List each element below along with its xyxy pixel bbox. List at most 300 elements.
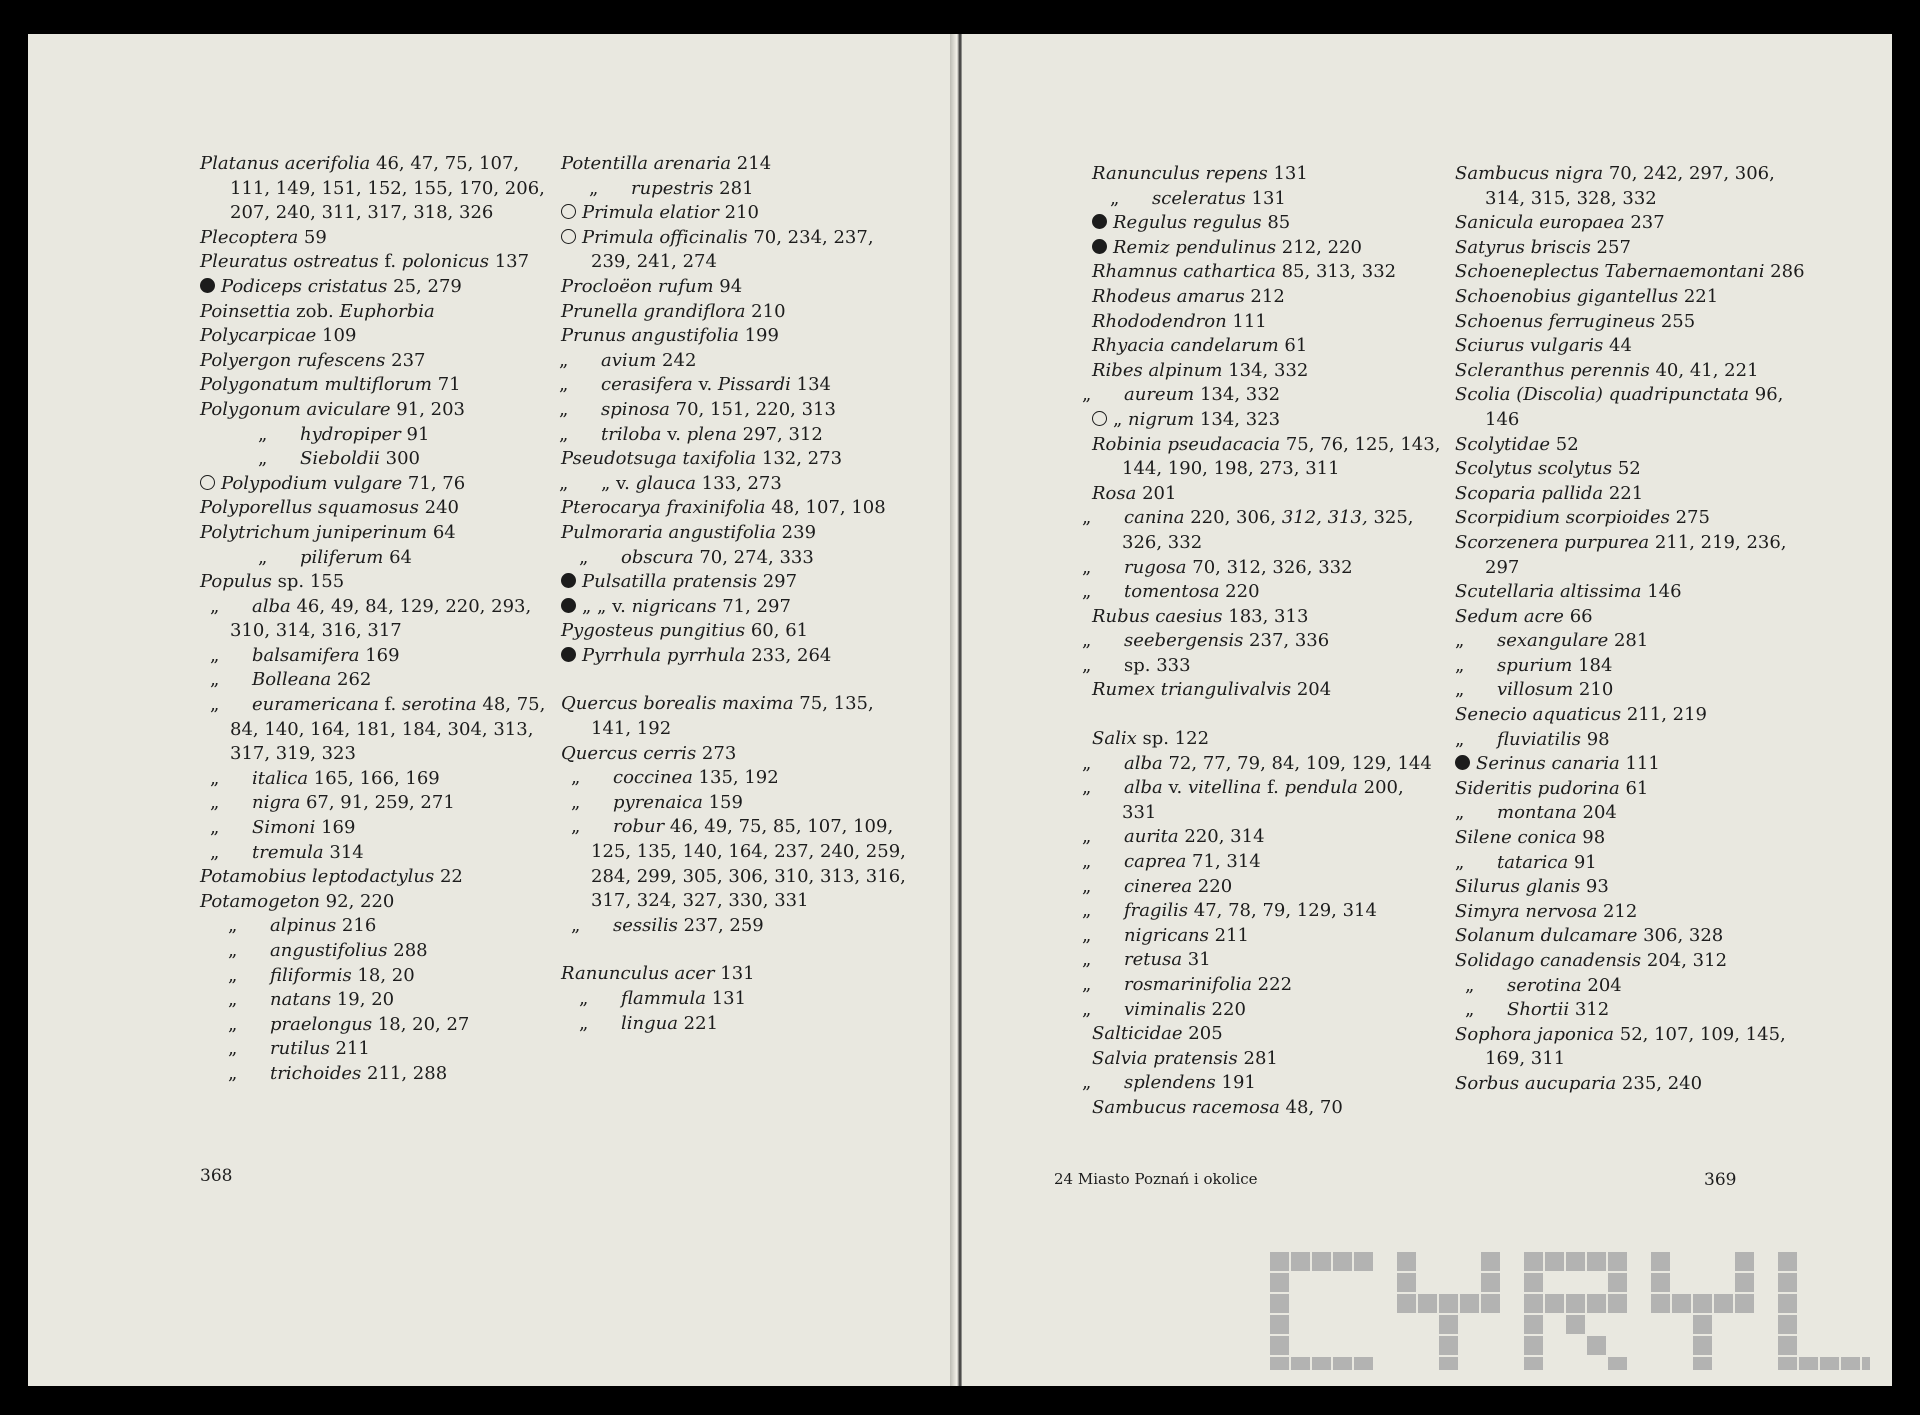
index-entry bbox=[1455, 924, 1805, 949]
taxon-name: Ranunculus repens bbox=[1092, 163, 1268, 184]
page-refs: 19, 20 bbox=[331, 989, 395, 1011]
page-refs: 98 bbox=[1576, 827, 1606, 849]
page-refs: 288 bbox=[387, 940, 428, 961]
page-refs: 131 bbox=[1267, 163, 1308, 184]
taxon-name: caprea bbox=[1124, 851, 1187, 873]
page-refs: 220, 306, bbox=[1184, 507, 1282, 529]
index-entry: „ tatarica 91 bbox=[1455, 851, 1597, 873]
taxon-name: Polycarpicae bbox=[200, 325, 317, 347]
watermark-letter-r bbox=[1524, 1252, 1627, 1370]
taxon-name: balsamifera bbox=[252, 644, 360, 666]
index-entry: „ aurita 220, 314 bbox=[1082, 826, 1265, 848]
page-refs: 325, 326, 332 bbox=[1122, 507, 1414, 553]
page-refs: 91 bbox=[1568, 851, 1597, 873]
taxon-name: Silene conica bbox=[1455, 827, 1577, 849]
filled-circle-icon bbox=[561, 573, 576, 588]
taxon-name: alba bbox=[1124, 777, 1163, 799]
page-refs: 31 bbox=[1182, 949, 1211, 971]
page-refs: 22 bbox=[434, 866, 463, 888]
page-refs: 75, 76, 125, 143, 144, 190, 198, 273, 311 bbox=[1122, 433, 1441, 480]
page-refs: 71, 314 bbox=[1186, 851, 1261, 873]
index-entry: „ fluviatilis 98 bbox=[1455, 728, 1610, 750]
index-entry: „ spurium 184 bbox=[1455, 654, 1613, 676]
index-entry bbox=[200, 521, 550, 546]
taxon-name: fluviatilis bbox=[1497, 728, 1581, 750]
taxon-name: pendula bbox=[1284, 777, 1358, 799]
index-entry bbox=[200, 250, 550, 275]
page-refs: 134 bbox=[790, 374, 831, 396]
taxon-name: Serinus canaria bbox=[1476, 753, 1620, 775]
page-refs: 52, 107, 109, 145, 169, 311 bbox=[1485, 1023, 1786, 1070]
page-refs: 70, 312, 326, 332 bbox=[1186, 556, 1353, 578]
page-refs: 72, 77, 79, 84, 109, 129, 144 bbox=[1162, 752, 1432, 774]
page-refs: 233, 264 bbox=[745, 644, 832, 666]
index-entry bbox=[1455, 383, 1805, 432]
taxon-name: tatarica bbox=[1497, 851, 1569, 873]
page-refs: 210 bbox=[1573, 679, 1614, 701]
page-refs: 314 bbox=[323, 841, 364, 863]
index-entry: „ alba v. vitellina f. pendula 200, 331 bbox=[1082, 777, 1404, 823]
taxon-name: Polyporellus squamosus bbox=[200, 497, 419, 519]
taxon-name: Pyrrhula pyrrhula bbox=[582, 644, 746, 666]
index-entry bbox=[561, 447, 911, 472]
index-entry: „ avium 242 bbox=[559, 349, 697, 371]
page-refs: 255 bbox=[1655, 310, 1696, 332]
index-entry: „ sceleratus 131 bbox=[1110, 187, 1286, 209]
taxon-name: Primula elatior bbox=[582, 202, 719, 224]
page-refs: 131 bbox=[714, 963, 755, 985]
page-refs: 281 bbox=[1608, 630, 1649, 652]
index-column-2 bbox=[561, 152, 911, 1036]
index-entry: „ Simoni 169 bbox=[210, 817, 356, 839]
taxon-name: coccinea bbox=[613, 767, 693, 789]
page-refs: 199 bbox=[738, 325, 779, 347]
taxon-name: Scorzenera purpurea bbox=[1455, 531, 1650, 553]
taxon-name: plena bbox=[686, 423, 737, 445]
index-entry bbox=[200, 226, 550, 251]
index-entry bbox=[1455, 457, 1805, 482]
page-refs: 64 bbox=[427, 521, 456, 543]
page-refs: 212, 220 bbox=[1276, 236, 1362, 258]
watermark-letter-y bbox=[1397, 1252, 1500, 1370]
taxon-name: Regulus regulus bbox=[1113, 212, 1262, 234]
taxon-name: Scleranthus perennis bbox=[1455, 359, 1650, 381]
cyryl-watermark-logo bbox=[1270, 1252, 1870, 1370]
index-entry: „ nigricans 211 bbox=[1082, 924, 1249, 946]
page-refs: 312 bbox=[1569, 999, 1610, 1021]
taxon-name: Platanus acerifolia bbox=[200, 153, 371, 174]
taxon-name: Sophora japonica bbox=[1455, 1023, 1615, 1045]
index-entry: „ splendens 191 bbox=[1082, 1072, 1256, 1094]
page-refs: 91 bbox=[400, 423, 430, 445]
index-entry bbox=[1092, 162, 1442, 187]
page-refs: 184 bbox=[1572, 654, 1613, 676]
taxon-name: Schoenobius gigantellus bbox=[1455, 285, 1679, 307]
index-entry bbox=[1092, 310, 1442, 335]
page-refs: 221 bbox=[1603, 482, 1644, 504]
index-entry bbox=[561, 300, 911, 325]
taxon-name: Rubus caesius bbox=[1092, 605, 1223, 627]
page-refs: 237 bbox=[1624, 212, 1665, 234]
index-entry: „ filiformis 18, 20 bbox=[228, 964, 415, 986]
page-refs: 306, 328 bbox=[1637, 925, 1724, 947]
taxon-name: Procloëon rufum bbox=[561, 275, 714, 297]
taxon-name: Rhyacia candelarum bbox=[1092, 335, 1279, 357]
page-refs: 239 bbox=[775, 521, 817, 543]
index-entry bbox=[1455, 531, 1805, 580]
index-entry bbox=[200, 398, 550, 423]
page-refs: 48, 70 bbox=[1279, 1096, 1343, 1118]
taxon-name: Polytrichum juniperinum bbox=[200, 521, 428, 543]
taxon-name: nigricans bbox=[1124, 924, 1209, 946]
index-entry: „ villosum 210 bbox=[1455, 679, 1614, 701]
index-entry bbox=[200, 496, 550, 521]
taxon-name: sessilis bbox=[613, 914, 678, 936]
page-refs: 91, 203 bbox=[390, 398, 465, 420]
page-refs: 134, 332 bbox=[1222, 359, 1309, 381]
taxon-name: Potamogeton bbox=[200, 890, 320, 912]
page-refs: 70, 242, 297, 306, 314, 315, 328, 332 bbox=[1485, 163, 1775, 209]
taxon-name: Podiceps cristatus bbox=[221, 275, 388, 297]
taxon-name: avium bbox=[601, 349, 657, 371]
taxon-name: villosum bbox=[1497, 679, 1574, 701]
page-refs: 220 bbox=[1192, 875, 1233, 897]
page-refs: 165, 166, 169 bbox=[308, 767, 440, 789]
filled-circle-icon bbox=[1092, 214, 1107, 229]
index-entry: „ cerasifera v. Pissardi 134 bbox=[559, 374, 831, 396]
taxon-name: lingua bbox=[621, 1012, 678, 1034]
page-refs: 221 bbox=[677, 1012, 719, 1034]
page-refs: v. bbox=[616, 472, 636, 494]
taxon-name: cinerea bbox=[1124, 875, 1193, 897]
index-entry bbox=[1092, 1096, 1442, 1121]
page-refs: 137 bbox=[489, 251, 530, 273]
taxon-name: Plecoptera bbox=[200, 226, 299, 248]
page-refs: zob. bbox=[290, 300, 340, 322]
index-entry: „ Shortii 312 bbox=[1465, 999, 1610, 1021]
page-refs: 204 bbox=[1576, 802, 1617, 824]
index-entry bbox=[561, 226, 911, 275]
open-circle-icon bbox=[1092, 411, 1107, 426]
index-entry: „ seebergensis 237, 336 bbox=[1082, 630, 1330, 652]
page-refs: 109 bbox=[316, 325, 357, 347]
index-entry: „ praelongus 18, 20, 27 bbox=[228, 1013, 470, 1035]
index-entry: „ rugosa 70, 312, 326, 332 bbox=[1082, 556, 1353, 578]
index-entry: „ sessilis 237, 259 bbox=[571, 914, 764, 936]
index-entry bbox=[561, 496, 911, 521]
index-entry bbox=[1455, 310, 1805, 335]
page-refs: 70, 274, 333 bbox=[693, 546, 814, 568]
taxon-name: Rhodeus amarus bbox=[1092, 285, 1245, 307]
page-refs: 262 bbox=[331, 669, 372, 691]
index-entry bbox=[1092, 433, 1442, 482]
taxon-name: Rosa bbox=[1092, 482, 1137, 504]
taxon-name: Rhododendron bbox=[1092, 310, 1227, 332]
index-entry bbox=[1455, 236, 1805, 261]
page-refs: 204, 312 bbox=[1641, 950, 1728, 971]
page-refs: 71, 76 bbox=[402, 472, 466, 494]
index-entry bbox=[1455, 949, 1805, 974]
taxon-name: nigra bbox=[252, 792, 301, 814]
index-entry: „ „ v. glauca 133, 273 bbox=[559, 472, 782, 494]
taxon-name: nigricans bbox=[631, 595, 717, 617]
page-refs: 132, 273 bbox=[756, 448, 843, 470]
page-refs: 204 bbox=[1291, 679, 1332, 701]
page-refs: 237, 336 bbox=[1243, 630, 1330, 652]
index-entry: „ pyrenaica 159 bbox=[571, 791, 743, 813]
taxon-name: vitellina bbox=[1187, 777, 1262, 799]
taxon-name: Quercus cerris bbox=[561, 742, 697, 764]
index-entry: „ rupestris 281 bbox=[589, 177, 754, 199]
index-entry: „ piliferum 64 bbox=[258, 546, 413, 568]
page-refs: 191 bbox=[1215, 1072, 1256, 1094]
taxon-name: Salvia pratensis bbox=[1092, 1047, 1238, 1069]
index-entry bbox=[561, 275, 911, 300]
page-refs: 18, 20, 27 bbox=[372, 1013, 470, 1035]
index-entry: „ alba 72, 77, 79, 84, 109, 129, 144 bbox=[1082, 752, 1432, 774]
taxon-name: Pseudotsuga taxifolia bbox=[561, 448, 757, 470]
page-refs: 221 bbox=[1678, 285, 1719, 307]
page-refs: 40, 41, 221 bbox=[1649, 359, 1759, 381]
index-entry bbox=[200, 324, 550, 349]
index-entry bbox=[1455, 285, 1805, 310]
index-entry bbox=[1455, 433, 1805, 458]
index-entry: „ aureum 134, 332 bbox=[1082, 384, 1281, 406]
page-refs: 111 bbox=[1226, 310, 1267, 332]
page-refs: 67, 91, 259, 271 bbox=[300, 792, 455, 814]
page-refs: 60, 61 bbox=[745, 620, 809, 642]
page-refs: 273 bbox=[696, 742, 737, 764]
index-entry: „ caprea 71, 314 bbox=[1082, 851, 1261, 873]
taxon-name: serotina bbox=[402, 694, 477, 716]
taxon-name: Robinia pseudacacia bbox=[1092, 433, 1281, 455]
page-refs: 146 bbox=[1641, 581, 1682, 603]
section-gap bbox=[1092, 703, 1442, 727]
index-entry bbox=[561, 521, 911, 546]
index-entry bbox=[1455, 506, 1805, 531]
index-entry: „ angustifolius 288 bbox=[228, 940, 428, 961]
taxon-name: robur bbox=[613, 816, 665, 838]
page-refs: 281 bbox=[713, 177, 754, 199]
index-entry: „ fragilis 47, 78, 79, 129, 314 bbox=[1082, 900, 1377, 922]
page-refs: 98 bbox=[1581, 728, 1610, 750]
index-entry: „ nigra 67, 91, 259, 271 bbox=[210, 792, 455, 814]
taxon-name: angustifolius bbox=[270, 940, 388, 961]
index-entry: „ Bolleana 262 bbox=[210, 669, 372, 691]
taxon-name: Remiz pendulinus bbox=[1113, 236, 1277, 258]
index-entry bbox=[1455, 875, 1805, 900]
index-entry bbox=[1092, 211, 1442, 236]
index-entry: „ obscura 70, 274, 333 bbox=[579, 546, 814, 568]
page-refs: 183, 313 bbox=[1222, 605, 1309, 627]
signature-note: 24 Miasto Poznań i okolice bbox=[1054, 1170, 1258, 1188]
taxon-name: Quercus borealis maxima bbox=[561, 693, 794, 715]
taxon-name: Polygonum aviculare bbox=[200, 398, 391, 420]
page-refs: 257 bbox=[1590, 236, 1631, 258]
taxon-name: Sanicula europaea bbox=[1455, 212, 1625, 234]
page-refs: 237 bbox=[385, 349, 426, 371]
page-refs: „ „ v. bbox=[582, 595, 632, 617]
taxon-name: Schoeneplectus Tabernaemontani bbox=[1455, 261, 1765, 283]
page-refs: 210 bbox=[718, 202, 759, 224]
index-entry bbox=[1455, 703, 1805, 728]
index-entry bbox=[1455, 260, 1805, 285]
taxon-name: montana bbox=[1497, 802, 1577, 824]
taxon-name: alba bbox=[1124, 752, 1163, 774]
taxon-name: Scolia (Discolia) quadripunctata bbox=[1455, 384, 1750, 406]
page-refs: 71 bbox=[431, 374, 461, 396]
taxon-name: Shortii bbox=[1507, 999, 1570, 1021]
index-column-3 bbox=[1082, 162, 1442, 1121]
taxon-name: Sambucus racemosa bbox=[1092, 1096, 1280, 1118]
taxon-name: italica bbox=[252, 767, 309, 789]
taxon-name: Scolytus scolytus bbox=[1455, 458, 1613, 480]
page-refs: 222 bbox=[1251, 974, 1293, 995]
index-entry: „ serotina 204 bbox=[1465, 974, 1622, 996]
index-entry bbox=[561, 692, 911, 741]
page-refs: 220 bbox=[1205, 998, 1246, 1020]
index-entry bbox=[1455, 359, 1805, 384]
page-refs: 211, 219 bbox=[1621, 704, 1707, 726]
index-column-1 bbox=[200, 152, 550, 1087]
taxon-name: glauca bbox=[635, 472, 696, 494]
taxon-name: rutilus bbox=[270, 1038, 330, 1060]
index-entry bbox=[561, 595, 911, 620]
taxon-name: sexangulare bbox=[1497, 630, 1609, 652]
page-refs: 92, 220 bbox=[319, 890, 395, 912]
page-refs: 214 bbox=[731, 153, 772, 174]
taxon-name: flammula bbox=[621, 988, 706, 1009]
taxon-name: triloba bbox=[601, 423, 662, 445]
taxon-name: Ranunculus acer bbox=[561, 963, 715, 985]
index-entry: „ viminalis 220 bbox=[1082, 998, 1246, 1020]
taxon-name: viminalis bbox=[1124, 998, 1206, 1020]
page-refs: 220, 314 bbox=[1178, 826, 1265, 848]
page-refs: 52 bbox=[1612, 458, 1641, 480]
taxon-name: Polyergon rufescens bbox=[200, 349, 386, 371]
index-entry bbox=[561, 152, 911, 177]
index-entry bbox=[561, 324, 911, 349]
page-refs: sp. 333 bbox=[1124, 654, 1191, 676]
page-refs: 70, 151, 220, 313 bbox=[669, 398, 836, 420]
taxon-name: Sedum acre bbox=[1455, 605, 1564, 627]
index-entry bbox=[1092, 727, 1442, 752]
index-entry bbox=[1455, 162, 1805, 211]
index-entry: „ tremula 314 bbox=[210, 841, 364, 863]
page-refs: 240 bbox=[418, 497, 459, 519]
taxon-name: tomentosa bbox=[1124, 581, 1220, 603]
index-entry bbox=[200, 472, 550, 497]
index-entry: „ flammula 131 bbox=[579, 988, 747, 1009]
index-entry: „ rosmarinifolia 222 bbox=[1082, 974, 1293, 995]
page-refs: 75, 135, 141, 192 bbox=[591, 693, 874, 740]
taxon-name: Pissardi bbox=[717, 374, 791, 396]
taxon-name: Senecio aquaticus bbox=[1455, 704, 1622, 726]
open-circle-icon bbox=[200, 475, 215, 490]
taxon-name: Poinsettia bbox=[200, 300, 291, 322]
index-entry bbox=[200, 890, 550, 915]
index-entry: „ alba 46, 49, 84, 129, 220, 293, 310, 314, 316, 317 bbox=[210, 595, 532, 642]
taxon-name: alpinus bbox=[270, 915, 337, 937]
taxon-name: Scorpidium scorpioides bbox=[1455, 507, 1670, 529]
taxon-name: nigrum bbox=[1128, 408, 1195, 430]
page-refs: 135, 192 bbox=[692, 767, 779, 789]
page-refs: 52 bbox=[1550, 433, 1579, 455]
page-refs: 211 bbox=[329, 1038, 370, 1060]
page-refs: 237, 259 bbox=[677, 914, 764, 936]
taxon-name: pyrenaica bbox=[613, 791, 703, 813]
page-refs: „ bbox=[1113, 408, 1129, 430]
taxon-name: Prunus angustifolia bbox=[561, 325, 739, 347]
page-refs: 211 bbox=[1208, 924, 1249, 946]
left-page bbox=[28, 34, 958, 1386]
taxon-name: rupestris bbox=[631, 177, 714, 199]
index-entry: „ triloba v. plena 297, 312 bbox=[559, 423, 823, 445]
index-entry: „ retusa 31 bbox=[1082, 949, 1211, 971]
page-refs: sp. 155 bbox=[271, 571, 345, 593]
taxon-name: Sieboldii bbox=[300, 448, 380, 470]
index-entry bbox=[1092, 334, 1442, 359]
page-refs: 235, 240 bbox=[1616, 1072, 1703, 1094]
taxon-name: Scutellaria altissima bbox=[1455, 581, 1642, 603]
taxon-name: piliferum bbox=[300, 546, 384, 568]
index-entry bbox=[1455, 211, 1805, 236]
page-refs: 59 bbox=[298, 226, 327, 248]
taxon-name: Simyra nervosa bbox=[1455, 900, 1598, 922]
page-refs: 201 bbox=[1136, 482, 1177, 504]
index-entry: „ sexangulare 281 bbox=[1455, 630, 1649, 652]
page-refs: 46, 49, 75, 85, 107, 109, 125, 135, 140, 164, 237, 240, 259, 284, 299, 305, 306, 310, 313, 316, 317, 324, 327, 330, 331 bbox=[591, 816, 906, 912]
index-entry bbox=[561, 570, 911, 595]
section-gap bbox=[561, 668, 911, 692]
page-refs: v. bbox=[661, 423, 687, 445]
page-refs: 286 bbox=[1764, 261, 1805, 283]
page-refs: 210 bbox=[745, 300, 786, 322]
index-entry bbox=[1092, 260, 1442, 285]
taxon-name: Salix bbox=[1092, 728, 1137, 750]
page-refs: 85, 313, 332 bbox=[1275, 261, 1397, 283]
taxon-name: serotina bbox=[1507, 974, 1582, 996]
page-refs: „ bbox=[601, 472, 617, 494]
index-entry bbox=[1455, 826, 1805, 851]
taxon-name: Bolleana bbox=[252, 669, 332, 691]
taxon-name: Primula officinalis bbox=[582, 226, 748, 248]
index-entry bbox=[1455, 605, 1805, 630]
taxon-name: splendens bbox=[1124, 1072, 1216, 1094]
page-refs: 93 bbox=[1580, 876, 1609, 898]
page-refs: 48, 75, 84, 140, 164, 181, 184, 304, 313, 317, 319, 323 bbox=[230, 694, 546, 765]
page-refs: 71, 297 bbox=[716, 595, 791, 617]
taxon-name: cerasifera bbox=[601, 374, 693, 396]
page-refs: 211, 219, 236, 297 bbox=[1485, 531, 1787, 578]
index-entry: „ rutilus 211 bbox=[228, 1038, 370, 1060]
index-entry: „ Sieboldii 300 bbox=[258, 448, 420, 470]
page-refs: 211, 288 bbox=[361, 1062, 448, 1084]
index-entry: „ lingua 221 bbox=[579, 1012, 719, 1034]
page-refs: 70, 234, 237, 239, 241, 274 bbox=[591, 226, 874, 273]
page-refs: 134, 323 bbox=[1194, 408, 1281, 430]
filled-circle-icon bbox=[1092, 239, 1107, 254]
page-refs: v. bbox=[692, 374, 718, 396]
index-entry bbox=[200, 865, 550, 890]
watermark-letter-y bbox=[1651, 1252, 1754, 1370]
index-entry: „ alpinus 216 bbox=[228, 915, 377, 937]
watermark-letter-l bbox=[1778, 1252, 1870, 1370]
taxon-name: Simoni bbox=[252, 817, 316, 839]
index-entry bbox=[1092, 605, 1442, 630]
taxon-name: Sciurus vulgaris bbox=[1455, 335, 1604, 357]
page-refs: 200, 331 bbox=[1122, 777, 1404, 823]
